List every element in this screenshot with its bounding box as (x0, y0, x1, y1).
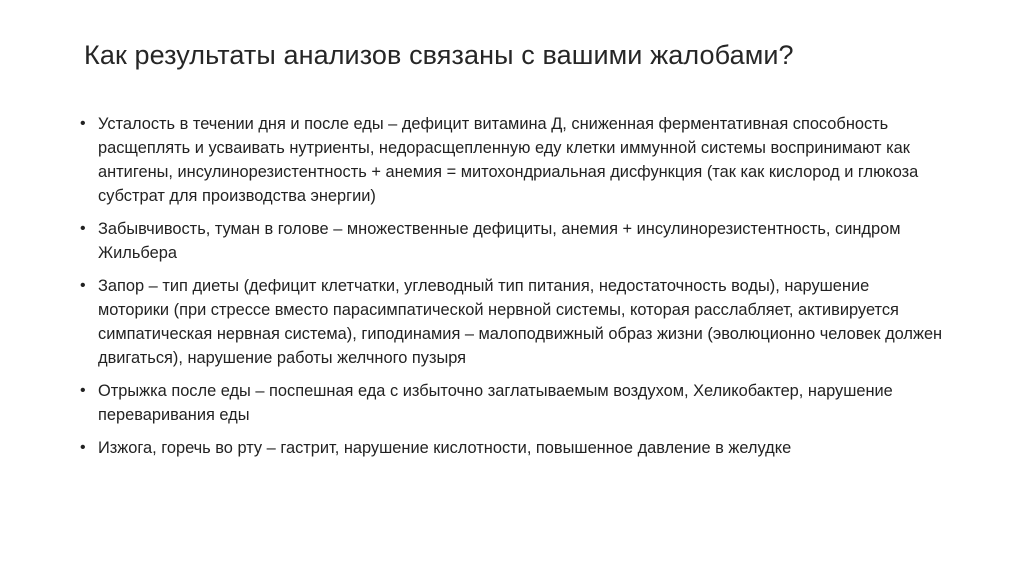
bullet-list (74, 112, 944, 469)
bullet-text: Усталость в течении дня и после еды – дефицит витамина Д, сниженная ферментативная способность расщеплять и усваивать нутриенты, недорасщепленную еду клетки иммунной системы воспринимают как антигены, инсулинорезистентность + анемия = митохондриальная дисфункция (так как кислород и глюкоза субстрат для производства энергии) (98, 115, 919, 205)
bullet-item (74, 274, 944, 370)
slide-title: Как результаты анализов связаны с вашими жалобами? (84, 40, 794, 70)
bullet-item (74, 112, 944, 208)
bullet-item (74, 436, 944, 460)
bullet-text: Отрыжка после еды – поспешная еда с избыточно заглатываемым воздухом, Хеликобактер, нарушение переваривания еды (98, 382, 893, 424)
bullet-dot-icon: • (80, 439, 86, 456)
bullet-text: Запор – тип диеты (дефицит клетчатки, углеводный тип питания, недостаточность воды), нарушение моторики (при стрессе вместо парасимпатической нервной системы, которая расслабляет, активируется симпатическая нервная система), гиподинамия – малоподвижный образ жизни (эволюционно человек должен двигаться), нарушение работы желчного пузыря (98, 277, 943, 367)
bullet-item (74, 217, 944, 265)
bullet-dot-icon: • (80, 382, 86, 399)
bullet-dot-icon: • (80, 115, 86, 132)
bullet-text: Изжога, горечь во рту – гастрит, нарушение кислотности, повышенное давление в желудке (98, 439, 792, 457)
bullet-item (74, 379, 944, 427)
bullet-text: Забывчивость, туман в голове – множественные дефициты, анемия + инсулинорезистентность, синдром Жильбера (98, 220, 901, 262)
bullet-dot-icon: • (80, 220, 86, 237)
bullet-dot-icon: • (80, 277, 86, 294)
